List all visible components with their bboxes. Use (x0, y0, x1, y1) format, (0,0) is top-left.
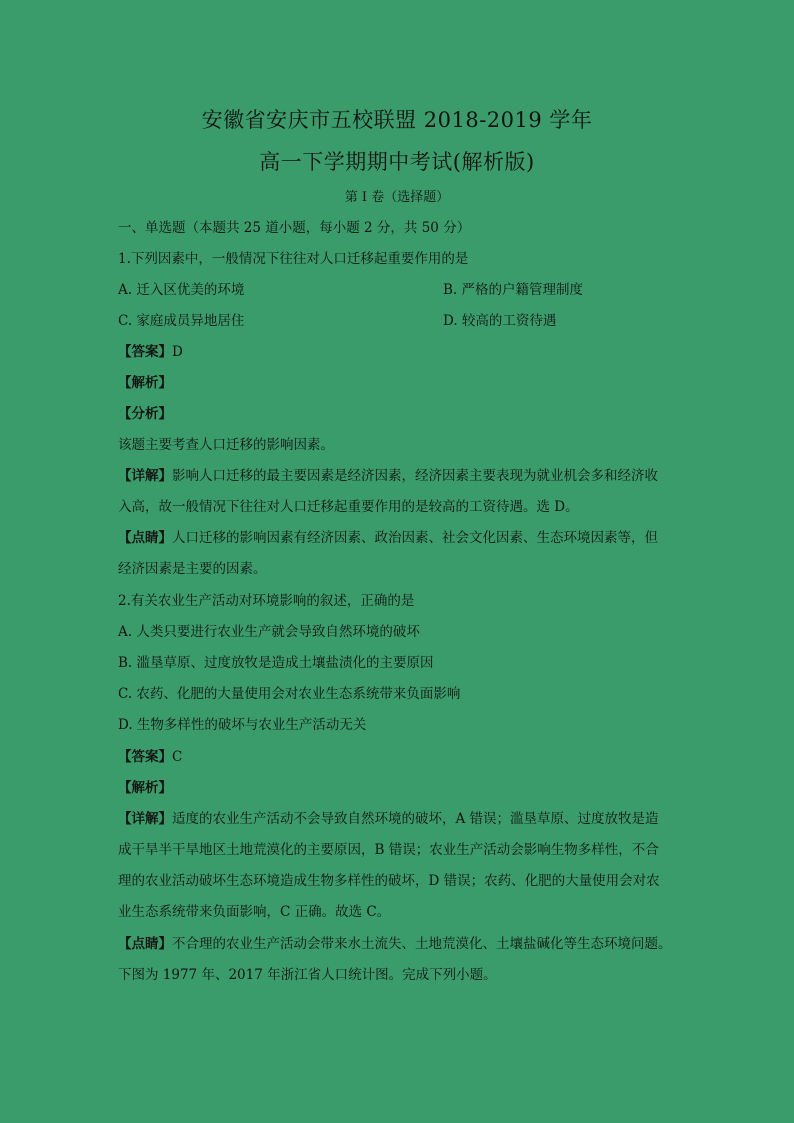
q1-fenxi-text: 该题主要考查人口迁移的影响因素。 (118, 437, 334, 453)
q1-analysis-label: 【解析】 (118, 375, 172, 391)
detail-text: 影响人口迁移的最主要因素是经济因素，经济因素主要表现为就业机会多和经济收 (172, 468, 658, 484)
document-title-line2: 高一下学期期中考试(解析版) (259, 150, 535, 174)
q1-detail-line2: 入高，故一般情况下往往对人口迁移起重要作用的是较高的工资待遇。选 D。 (118, 499, 579, 515)
section-heading: 一、单选题（本题共 25 道小题，每小题 2 分，共 50 分） (118, 220, 471, 236)
q1-point-line2: 经济因素是主要的因素。 (118, 561, 267, 577)
q1-option-c: C. 家庭成员异地居住 (118, 313, 245, 329)
point-label: 【点睛】 (118, 530, 172, 546)
detail-label: 【详解】 (118, 811, 172, 827)
answer-label: 【答案】 (118, 344, 172, 360)
point-label: 【点睛】 (118, 936, 172, 952)
q2-stem: 2.有关农业生产活动对环境影响的叙述，正确的是 (118, 593, 415, 609)
q2-detail-line1 (118, 810, 678, 828)
q2-option-a: A. 人类只要进行农业生产就会导致自然环境的破坏 (118, 624, 420, 640)
answer-value: D (172, 344, 183, 360)
detail-label: 【详解】 (118, 468, 172, 484)
q2-option-c: C. 农药、化肥的大量使用会对农业生态系统带来负面影响 (118, 686, 461, 702)
volume-label: 第 I 卷（选择题） (344, 190, 450, 205)
q1-answer (118, 343, 678, 361)
q2-detail-line3: 理的农业活动破坏生态环境造成生物多样性的破坏，D 错误；农药、化肥的大量使用会对农 (118, 873, 660, 889)
q2-option-b: B. 滥垦草原、过度放牧是造成土壤盐渍化的主要原因 (118, 655, 434, 671)
q3-intro: 下图为 1977 年、2017 年浙江省人口统计图。完成下列小题。 (118, 967, 497, 983)
q1-detail-line1 (118, 467, 678, 485)
answer-value: C (172, 749, 183, 765)
q2-answer (118, 748, 678, 766)
detail-text: 适度的农业生产活动不会导致自然环境的破坏，A 错误；滥垦草原、过度放牧是造 (172, 811, 659, 827)
q2-detail-line4: 业生态系统带来负面影响，C 正确。故选 C。 (118, 904, 391, 920)
q2-point-line1 (118, 935, 678, 953)
q1-option-d: D. 较高的工资待遇 (443, 313, 557, 329)
q1-option-b: B. 严格的户籍管理制度 (443, 282, 584, 298)
q1-point-line1 (118, 529, 678, 547)
point-text: 人口迁移的影响因素有经济因素、政治因素、社会文化因素、生态环境因素等，但 (172, 530, 658, 546)
document-title-line1: 安徽省安庆市五校联盟 2018-2019 学年 (201, 108, 593, 132)
q1-fenxi-label: 【分析】 (118, 406, 172, 422)
answer-label: 【答案】 (118, 749, 172, 765)
q1-stem: 1.下列因素中，一般情况下往往对人口迁移起重要作用的是 (118, 251, 469, 267)
q2-analysis-label: 【解析】 (118, 780, 172, 796)
q1-option-a: A. 迁入区优美的环境 (118, 282, 245, 298)
q2-option-d: D. 生物多样性的破坏与农业生产活动无关 (118, 717, 367, 733)
q2-detail-line2: 成干旱半干旱地区土地荒漠化的主要原因，B 错误；农业生产活动会影响生物多样性，不合 (118, 842, 659, 858)
point-text: 不合理的农业生产活动会带来水土流失、土地荒漠化、土壤盐碱化等生态环境问题。 (172, 936, 672, 952)
